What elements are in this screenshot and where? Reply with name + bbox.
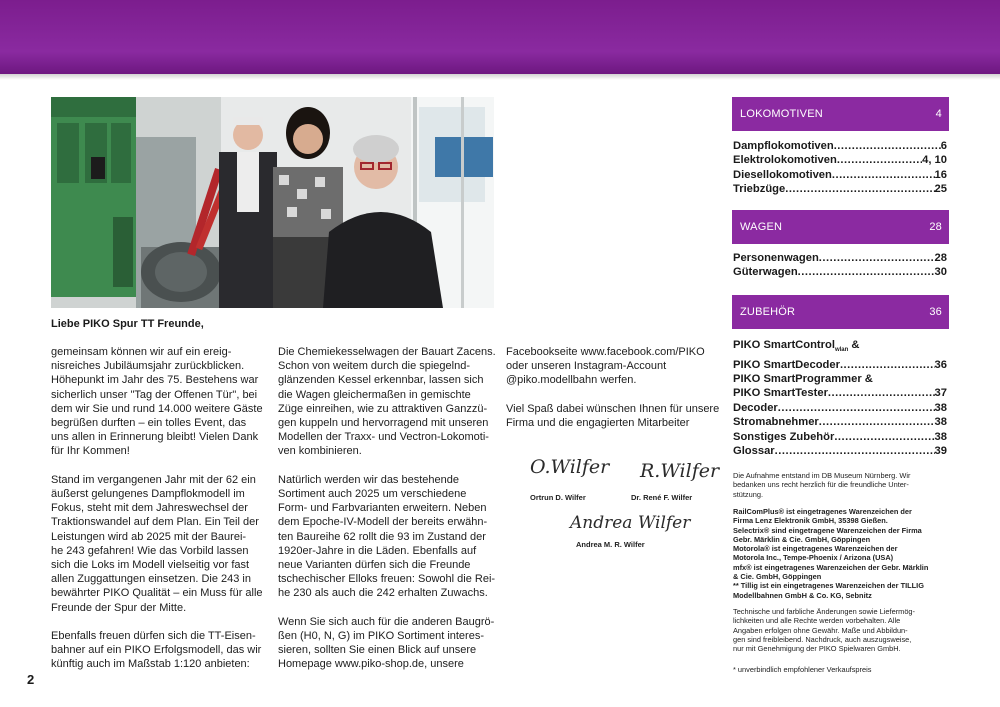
paragraph [506,402,728,430]
text-line: äußerst gelungenes Dampflokmodell im [51,488,245,501]
toc-item [733,139,947,153]
text-line: Züge einreihen, wie zu attraktiven Ganzzü- [278,402,488,415]
toc-list-lokomotiven [733,139,947,197]
museum-photo [51,97,494,308]
text-line: Freunde der Spur der Mitte. [51,601,187,614]
text-line: bahner auf ein PIKO Erfolgsmodell, das wir [51,644,262,657]
text-line: Modellen der Traxx- und Vectron-Lokomoti- [278,431,489,444]
note-line: Modellbahnen GmbH & Co. KG, Sebnitz [733,590,872,600]
toc-item [733,338,947,358]
toc-item [733,444,947,458]
toc-item-label: Decoder [733,401,778,414]
text-line: oder unseren Instagram-Account [506,360,667,373]
text-line: Facebookseite www.facebook.com/PIKO [506,346,705,358]
toc-section-zubehoer [732,295,949,329]
toc-item [733,251,947,265]
toc-leader-dots [819,251,935,265]
toc-section-page: 28 [929,221,942,233]
toc-item-subscript: wlan [834,347,849,354]
note-line: bedanken uns recht herzlich für die freundliche Unter- [733,480,909,490]
text-line: neue Varianten dürfen sich die Freunde [278,559,471,572]
toc-item-label: Sonstiges Zubehör [733,430,835,443]
toc-item [733,265,947,279]
text-column-2 [278,345,500,686]
toc-item [733,182,947,196]
text-line: @piko.modellbahn werfen. [506,374,637,387]
signature-rene: R.Wilfer [640,460,720,482]
toc-item-page: 4, 10 [922,154,947,167]
text-line: Traktionswandel auf dem Plan. Ein Teil der [51,516,259,529]
toc-item-page: 38 [934,416,947,429]
text-line: Stand im vergangenen Jahr mit der 62 ein [51,473,256,486]
paragraph [278,345,500,459]
paragraph [51,345,271,459]
text-line: uns allen in Erinnerung bleibt! Vielen Dank [51,431,259,444]
toc-section-page: 4 [935,108,942,120]
toc-item [733,430,947,444]
toc-item [733,386,947,400]
text-line: allen Zuggattungen einsetzen. Die 243 in [51,573,251,586]
toc-section-title: ZUBEHÖR [740,306,796,318]
text-line: Viel Spaß dabei wünschen Ihnen für unsere [506,402,720,415]
text-line: Höhepunkt im Jahr des 75. Bestehens war [51,374,259,387]
text-line: künftig auch im Maßstab 1:120 anbieten: [51,658,250,671]
note-line: Die Aufnahme entstand im DB Museum Nürnberg. Wir [733,471,911,480]
toc-item-label: Personenwagen [733,252,819,264]
toc-item-page: 36 [934,358,947,371]
text-line: nisreiches Jubiläumsjahr zurückblicken. [51,360,245,373]
trademark-note [733,507,948,600]
text-line: Sortiment auch 2025 um verschiedene [278,488,467,501]
toc-leader-dots [837,153,922,167]
toc-leader-dots [834,430,934,444]
toc-item-page: 38 [934,430,947,443]
toc-item-label: PIKO SmartProgrammer & [733,373,873,386]
text-line: 1920er-Jahre in die Läden. Ebenfalls auf [278,544,477,557]
note-line: & Cie. GmbH, Göppingen [733,572,822,582]
text-line: bewährter PIKO Qualität – ein Muss für alle [51,587,263,600]
text-line: ven kombinieren. [278,445,362,458]
toc-item-page: 28 [934,252,947,264]
text-line: die Wagen gleichermaßen in gemischte [278,388,471,401]
toc-item-page: 37 [934,387,947,400]
toc-item-label: Stromabnehmer [733,416,819,429]
toc-section-wagen [732,210,949,244]
signature-name-rene: Dr. René F. Wilfer [631,493,693,502]
text-column-3 [506,345,728,444]
note-line: mfx® ist eingetragenes Warenzeichen der Gebr. Märklin [733,562,929,572]
toc-list-wagen [733,251,947,280]
text-line: für Ihr Kommen! [51,445,130,458]
toc-item [733,358,947,372]
toc-item-page: 38 [934,401,947,414]
signature-andrea: Andrea Wilfer [570,513,691,533]
note-line: stützung. [733,489,763,499]
photo-credit-note [733,471,948,499]
text-line: glänzenden Kessel erkennbar, lassen sich [278,374,484,387]
note-line: Technische und farbliche Änderungen sowie Liefermög- [733,607,916,616]
text-line: sieren, sollten Sie einen Blick auf unsere [278,644,477,657]
toc-item-label: Elektrolokomotiven [733,154,837,167]
disclaimer-note [733,607,948,653]
text-line: dem wir Sie und rund 14.000 weitere Gäste [51,402,263,415]
toc-item-page: 6 [940,140,947,152]
toc-leader-dots [798,265,935,279]
note-line: Selectrix® sind eingetragene Warenzeichen der Firma [733,525,922,535]
text-line: Firma und die engagierten Mitarbeiter [506,417,690,429]
toc-item-page: 39 [934,445,947,458]
toc-item [733,168,947,182]
price-note: * unverbindlich empfohlener Verkaufspreis [733,665,872,674]
text-line: dem Epoche-IV-Modell der bereits erwähn- [278,516,488,529]
note-line: Motorola® ist eingetragenes Warenzeichen der [733,544,898,554]
text-column-1 [51,345,271,686]
header-band [0,0,1000,74]
note-line: RailComPlus® ist eingetragenes Warenzeichen der [733,507,912,516]
toc-leader-dots [832,168,935,182]
toc-item [733,372,947,386]
toc-item-label: PIKO SmartControl$_{wlan}$ & [733,339,860,354]
salutation: Liebe PIKO Spur TT Freunde, [51,318,204,330]
text-line: sich die Loks im Modell vielseitig vor fast [51,559,250,572]
paragraph [51,473,271,615]
toc-leader-dots [778,401,935,415]
toc-item-label: Glossar [733,445,775,458]
text-line: gemeinsam können wir auf ein ereig- [51,346,232,358]
toc-item-label: Diesellokomotiven [733,168,832,181]
text-line: Natürlich werden wir das bestehende [278,473,459,486]
toc-item [733,153,947,167]
text-line: he 243 gefahren! Wie das Vorbild lassen [51,544,249,557]
toc-section-lokomotiven [732,97,949,131]
note-line: Motorola Inc., Tempe-Phoenix / Arizona (USA) [733,553,894,563]
toc-leader-dots [834,139,941,153]
signature-name-andrea: Andrea M. R. Wilfer [576,540,645,549]
paragraph [51,629,271,672]
text-line: sicherlich unser "Tag der Offenen Tür", bei [51,388,258,401]
note-line: Firma Lenz Elektronik GmbH, 35398 Gießen. [733,516,888,526]
paragraph [278,473,500,601]
note-line: nur mit Genehmigung der PIKO Spielwaren GmbH. [733,644,901,654]
page-number: 2 [27,672,35,687]
toc-section-title: LOKOMOTIVEN [740,108,823,120]
toc-leader-dots [785,182,934,196]
text-line: Schon von weitem durch die spiegelnd- [278,360,471,373]
toc-item-page: 30 [934,266,947,279]
note-line: lichkeiten und alle Rechte werden vorbehalten. Alle [733,616,901,626]
text-line: Leistungen wird ab 2025 mit der Baurei- [51,530,247,543]
paragraph [278,615,500,672]
paragraph [506,345,728,388]
text-line: begrüßen durften – ein tolles Event, das [51,417,247,430]
toc-leader-dots [840,358,935,372]
note-line: ** Tillig ist ein eingetragenes Warenzeichen der TILLIG [733,581,924,591]
toc-section-title: WAGEN [740,221,783,233]
note-line: Gebr. Märklin & Cie. GmbH, Göppingen [733,534,871,544]
text-line: Homepage www.piko-shop.de, unsere [278,658,464,671]
toc-item-label: Triebzüge [733,183,786,196]
text-line: ßen (H0, N, G) im PIKO Sortiment interes- [278,630,484,643]
toc-item-label: PIKO SmartDecoder [733,358,840,371]
text-line: Die Chemiekesselwagen der Bauart Zacens. [278,346,496,358]
text-line: Fokus, steht mit dem Jahreswechsel der [51,502,248,515]
toc-section-page: 36 [929,306,942,318]
toc-leader-dots [828,386,935,400]
toc-list-zubehoer [733,338,947,458]
toc-item [733,401,947,415]
text-line: Ebenfalls freuen dürfen sich die TT-Eisen- [51,630,256,643]
text-line: ten Baureihe 62 rollt die 93 im Zustand der [278,530,486,543]
signature-ortrun: O.Wilfer [530,456,610,478]
signature-name-ortrun: Ortrun D. Wilfer [530,493,586,502]
toc-leader-dots [775,444,935,458]
toc-item-label: Güterwagen [733,266,798,279]
header-band-shadow [0,74,1000,80]
note-line: gen sind freibleibend. Nachdruck, auch auszugsweise, [733,634,912,644]
note-line: Angaben erfolgen ohne Gewähr. Maße und Abbildun- [733,625,908,635]
toc-item-page: 16 [934,168,947,181]
toc-leader-dots [819,415,935,429]
toc-item-label: PIKO SmartTester [733,387,828,400]
toc-item [733,415,947,429]
text-line: he 230 als auch die 242 erhalten Zuwachs. [278,587,488,600]
text-line: tschechischer Elloks freuen: Sowohl die Rei- [278,573,496,586]
text-line: Form- und Farbvarianten erweitern. Neben [278,502,487,515]
toc-item-page: 25 [934,183,947,196]
text-line: Wenn Sie sich auch für die anderen Baugrö- [278,615,495,628]
text-line: gen kuppeln und hervorragend mit unseren [278,417,489,430]
toc-item-label: Dampflokomotiven [733,140,834,152]
